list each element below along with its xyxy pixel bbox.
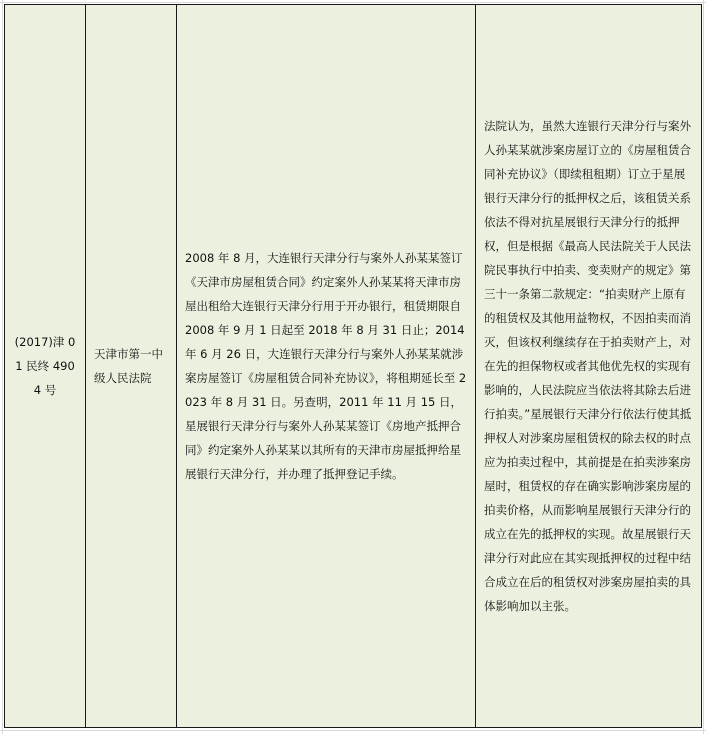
sheet-gridline <box>0 730 706 731</box>
case-facts-text: 2008 年 8 月，大连银行天津分行与案外人孙某某签订《天津市房屋租赁合同》约定案外人孙某某将天津市房屋出租给大连银行天津分行用于开办银行，租赁期限自 2008 年 9 月 1 日起至 2018 年 8 月 31 日止；2014 年 6 月 26 日，大连银行天津分行与案外人孙某某就涉案房屋签订《房屋租赁合同补充协议》，将租期延长至 2023 年 8 月 31 日。另查明，2011 年 11 月 15 日，星展银行天津分行与案外人孙某某签订《房地产抵押合同》约定案外人孙某某以其所有的天津市房屋抵押给星展银行天津分行，并办理了抵押登记手续。 <box>185 251 467 481</box>
sheet-gridline <box>2 0 3 734</box>
sheet-gridline <box>0 2 706 3</box>
court-text: 天津市第一中级人民法院 <box>94 347 163 385</box>
case-facts-cell[interactable] <box>177 5 476 728</box>
case-number-text: (2017)津 01 民终 4904 号 <box>14 335 76 397</box>
sheet-gridline <box>703 0 704 734</box>
court-opinion-text: 法院认为，虽然大连银行天津分行与案外人孙某某就涉案房屋订立的《房屋租赁合同补充协议》（即续租租期）订立于星展银行天津分行的抵押权之后，该租赁关系依法不得对抗星展银行天津分行的抵押权，但是根据《最高人民法院关于人民法院民事执行中拍卖、变卖财产的规定》第三十一条第二款规定：“拍卖财产上原有的租赁权及其他用益物权，不因拍卖而消灭，但该权利继续存在于拍卖财产上，对在先的担保物权或者其他优先权的实现有影响的，人民法院应当依法将其除去后进行拍卖。”星展银行天津分行依法行使其抵押权人对涉案房屋租赁权的除去权的时点应为拍卖过程中，其前提是在拍卖涉案房屋时，租赁权的存在确实影响涉案房屋的拍卖价格，从而影响星展银行天津分行的成立在先的抵押权的实现。故星展银行天津分行对此应在其实现抵押权的过程中结合成立在后的租赁权对涉案房屋拍卖的具体影响加以主张。 <box>484 119 692 613</box>
case-table <box>4 4 702 728</box>
table-row <box>5 5 702 728</box>
court-opinion-cell[interactable] <box>476 5 702 728</box>
court-cell[interactable] <box>86 5 177 728</box>
case-number-cell[interactable] <box>5 5 86 728</box>
